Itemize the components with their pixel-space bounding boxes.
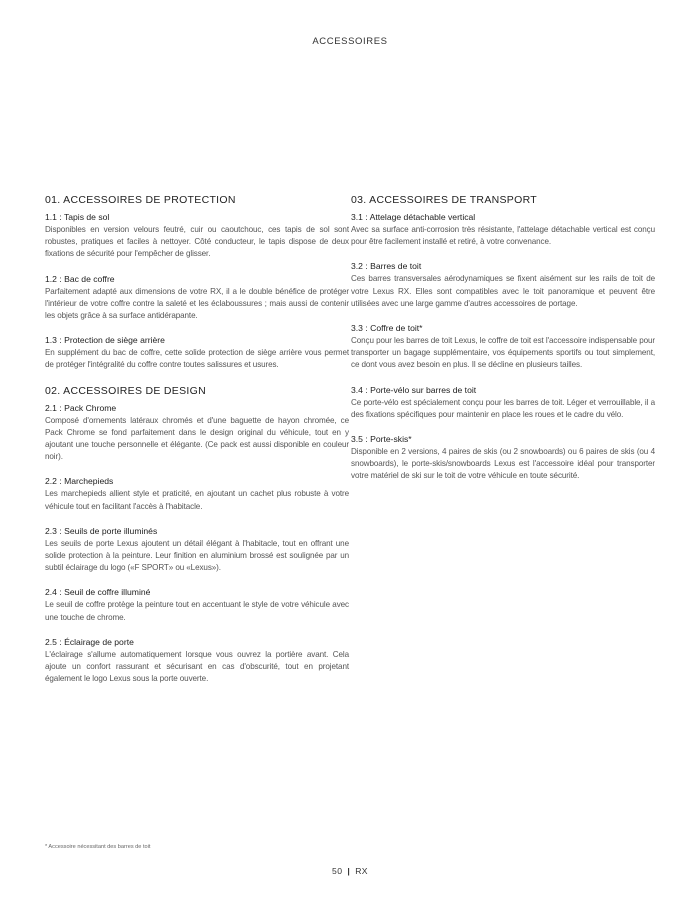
item-1-3: [45, 334, 349, 371]
section-transport: [351, 193, 655, 483]
item-title: 2.2 : Marchepieds: [45, 476, 114, 487]
item-body: L'éclairage s'allume automatiquement lorsque vous ouvrez la portière avant. Cela ajoute un confort rassurant et sécurisant en cas d'obscurité, tout en projetant également le logo Lexus sous la porte ouverte.: [45, 649, 349, 684]
item-1-1: [45, 211, 349, 261]
footnote: * Accessoire nécessitant des barres de toit: [45, 844, 151, 850]
item-2-2: [45, 475, 349, 512]
footer-separator: |: [347, 866, 351, 876]
item-3-3: [351, 322, 655, 372]
item-body: Parfaitement adapté aux dimensions de votre RX, il a le double bénéfice de protéger l'intérieur de votre coffre contre la saleté et les éclaboussures ; mais aussi de contenir les objets grâce à sa surface antidérapante.: [45, 286, 349, 321]
item-body: Composé d'ornements latéraux chromés et d'une baguette de hayon chromée, ce Pack Chrome se fond parfaitement dans le design original du véhicule, tout en y ajoutant une touche personnelle et élégante. (Ce pack est aussi disponible en couleur noir).: [45, 415, 349, 462]
item-title: 3.4 : Porte-vélo sur barres de toit: [351, 384, 477, 395]
model-name: RX: [355, 866, 368, 876]
left-column: [45, 193, 349, 697]
item-body: Les seuils de porte Lexus ajoutent un détail élégant à l'habitacle, tout en offrant une solide protection à la peinture. Leur finition en aluminium brossé est soulignée par un subtil éclairage du logo («F SPORT» ou «Lexus»).: [45, 538, 349, 573]
item-3-1: [351, 211, 655, 248]
item-body: Disponibles en version velours feutré, cuir ou caoutchouc, ces tapis de sol sont robustes, pratiques et faciles à nettoyer. Côté conducteur, le tapis dispose de deux fixations de sécurité pour l'empêcher de glisser.: [45, 225, 349, 259]
item-3-4: [351, 384, 655, 421]
section-protection: [45, 193, 349, 372]
section-title: 02. ACCESSOIRES DE DESIGN: [45, 384, 206, 397]
item-body: Ce porte-vélo est spécialement conçu pour les barres de toit. Léger et verrouillable, il a des fixations spécifiques pour maintenir en place les roues et le cadre du vélo.: [351, 397, 655, 419]
item-title: 1.2 : Bac de coffre: [45, 273, 115, 284]
section-title: 01. ACCESSOIRES DE PROTECTION: [45, 194, 236, 206]
item-title: 3.5 : Porte-skis*: [351, 434, 412, 445]
item-body: Ces barres transversales aérodynamiques se fixent aisément sur les rails de toit de votre Lexus RX. Elles sont compatibles avec le toit panoramique et peuvent être utilisées avec une large gamme d'autres accessoires de portage.: [351, 274, 655, 308]
item-3-2: [351, 260, 655, 310]
item-2-1: [45, 402, 349, 464]
item-body: Disponible en 2 versions, 4 paires de skis (ou 2 snowboards) ou 6 paires de skis (ou 4 snowboards), le porte-skis/snowboards Lexus est l'accessoire idéal pour transporter votre matériel de ski sur le toit de votre véhicule en toute sécurité.: [351, 447, 655, 481]
item-3-5: [351, 433, 655, 483]
item-title: 3.3 : Coffre de toit*: [351, 323, 423, 334]
item-body: Avec sa surface anti-corrosion très résistante, l'attelage détachable vertical est conçu pour être facilement installé et retiré, à votre convenance.: [351, 225, 655, 247]
item-title: 1.1 : Tapis de sol: [45, 212, 110, 222]
item-title: 2.5 : Éclairage de porte: [45, 636, 134, 647]
section-design: [45, 384, 349, 686]
item-2-4: [45, 586, 349, 623]
item-body: Conçu pour les barres de toit Lexus, le coffre de toit est l'accessoire indispensable pour transporter un bagage supplémentaire, vos équipements sportifs ou tout simplement, ce dont vous avez besoin en plus. Il se décline en plusieurs tailles.: [351, 336, 655, 370]
page-footer: [0, 866, 700, 876]
item-1-2: [45, 273, 349, 323]
item-title: 3.1 : Attelage détachable vertical: [351, 212, 476, 222]
item-body: Les marchepieds allient style et praticité, en ajoutant un cachet plus robuste à votre véhicule tout en facilitant l'accès à l'habitacle.: [45, 489, 349, 511]
page-number: 50: [332, 866, 343, 876]
item-title: 2.1 : Pack Chrome: [45, 402, 117, 413]
item-title: 2.3 : Seuils de porte illuminés: [45, 525, 158, 536]
item-title: 1.3 : Protection de siège arrière: [45, 335, 165, 346]
item-2-5: [45, 636, 349, 686]
right-column: [351, 193, 655, 495]
item-title: 3.2 : Barres de toit: [351, 261, 422, 272]
item-2-3: [45, 525, 349, 575]
page-header: ACCESSOIRES: [312, 36, 388, 47]
item-title: 2.4 : Seuil de coffre illuminé: [45, 587, 151, 598]
section-title: 03. ACCESSOIRES DE TRANSPORT: [351, 194, 537, 206]
item-body: Le seuil de coffre protège la peinture tout en accentuant le style de votre véhicule avec une touche de chrome.: [45, 600, 349, 622]
item-body: En supplément du bac de coffre, cette solide protection de siège arrière vous permet de protéger l'intégralité du coffre contre toutes salissures et usures.: [45, 348, 349, 370]
